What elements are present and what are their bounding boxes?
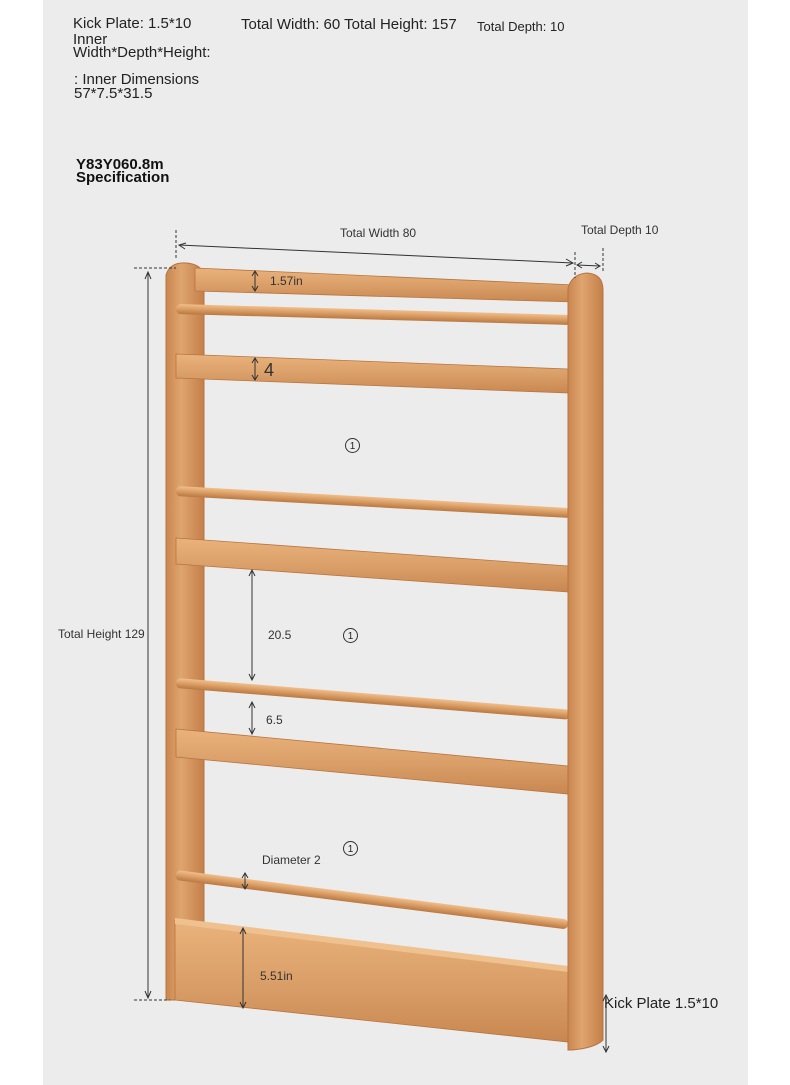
kick-height-label: 5.51in [260, 969, 293, 983]
compartment-marker-2: 1 [343, 628, 358, 643]
total-width-height: Total Width: 60 Total Height: 157 [241, 16, 457, 33]
total-depth-header: Total Depth: 10 [477, 19, 565, 34]
rod-4 [175, 870, 569, 930]
kick-plate-board [175, 920, 568, 1042]
board-height-label: 4 [264, 360, 275, 380]
spec-code: Y83Y060.8m [76, 156, 164, 173]
right-side-panel [568, 273, 603, 1050]
inner-dimensions-label: : Inner Dimensions [74, 71, 200, 88]
inner-label: Inner [73, 31, 108, 48]
inner-dimensions-value: 57*7.5*31.5 [74, 85, 153, 102]
board-2 [176, 538, 568, 592]
board-1 [176, 354, 568, 393]
shelf-gap-label: 20.5 [268, 628, 292, 642]
total-width-label: Total Width 80 [340, 226, 417, 240]
rod-diameter-label: Diameter 2 [262, 853, 321, 867]
total-height-label: Total Height 129 [58, 627, 145, 641]
compartment-marker-1: 1 [345, 438, 360, 453]
top-back-board [195, 268, 575, 302]
rod-3 [175, 678, 571, 720]
rod-2 [175, 486, 571, 518]
spec-label: Specification [76, 169, 170, 186]
total-depth-label: Total Depth 10 [581, 223, 659, 237]
top-gap-label: 1.57in [270, 274, 303, 288]
board-3 [176, 729, 568, 794]
kick-plate-spec: Kick Plate: 1.5*10 [73, 15, 192, 32]
kick-plate-label: Kick Plate 1.5*10 [604, 995, 719, 1012]
rod-1 [176, 304, 572, 325]
compartment-marker-3: 1 [343, 841, 358, 856]
rail-gap-label: 6.5 [266, 713, 283, 727]
inner-wdh-label: Width*Depth*Height: [73, 44, 211, 61]
